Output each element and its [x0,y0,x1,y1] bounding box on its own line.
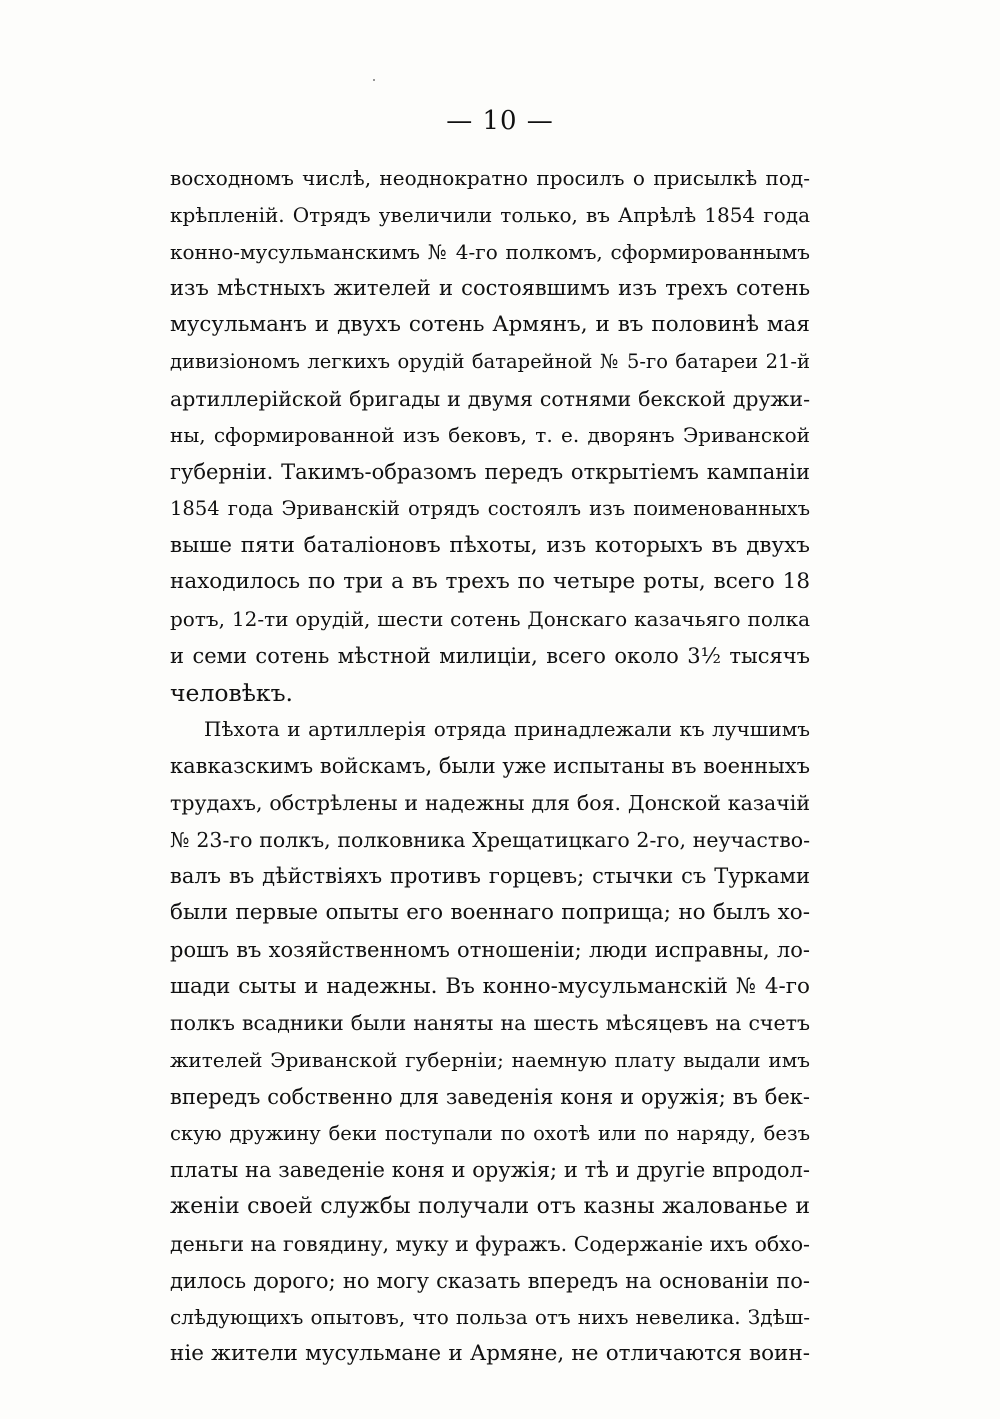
text-line: платы на заведеніе коня и оружія; и тѣ и другіе впродол- [170,1158,810,1183]
text-line: дилось дорого; но могу сказать впередъ на основаніи по- [170,1268,810,1293]
text-line: полкъ всадники были наняты на шесть мѣсяцевъ на счетъ [170,1011,810,1036]
text-line: слѣдующихъ опытовъ, что польза отъ нихъ невелика. Здѣш- [170,1305,810,1330]
text-line: артиллерійской бригады и двумя сотнями бекской дружи- [170,386,810,411]
text-line: были первые опыты его военнаго поприща; но былъ хо- [170,900,810,925]
text-line: кавказскимъ войскамъ, были уже испытаны въ военныхъ [170,754,810,778]
text-line: ны, сформированной изъ бековъ, т. е. дворянъ Эриванской [170,423,810,448]
text-line: и семи сотень мѣстной милиціи, всего около 3½ тысячъ [170,643,810,668]
text-line: жителей Эриванской губерніи; наемную плату выдали имъ [170,1048,810,1072]
text-line: шади сыты и надежны. Въ конно-мусульманскій № 4-го [170,973,810,999]
text-line: ніе жители мусульмане и Армяне, не отличаются воин- [170,1341,810,1366]
body-text [170,160,810,1373]
text-line: рошъ въ хозяйственномъ отношеніи; люди исправны, ло- [170,937,810,962]
text-line: крѣпленій. Отрядъ увеличили только, въ Апрѣлѣ 1854 года [170,202,810,227]
text-line: деньги на говядину, муку и фуражъ. Содержаніе ихъ обхо- [170,1231,810,1256]
text-line: конно-мусульманскимъ № 4-го полкомъ, сформированнымъ [170,239,810,264]
text-line: скую дружину беки поступали по охотѣ или по наряду, безъ [170,1121,810,1145]
text-line: впередъ собственно для заведенія коня и оружія; въ бек- [170,1084,810,1109]
text-line: трудахъ, обстрѣлены и надежны для боя. Донской казачій [170,790,810,815]
text-line: находилось по три а въ трехъ по четыре роты, всего 18 [170,569,810,595]
page-number: — 10 — [446,106,554,136]
text-line: дивизіономъ легкихъ орудій батарейной № 5-го батареи 21-й [170,349,810,373]
text-line: восходномъ числѣ, неоднократно просилъ о присылкѣ под- [170,166,810,190]
text-line: ротъ, 12-ти орудій, шести сотень Донскаго казачьяго полка [170,607,810,631]
text-line: изъ мѣстныхъ жителей и состоявшимъ изъ трехъ сотень [170,276,810,301]
text-line: валъ въ дѣйствіяхъ противъ горцевъ; стычки съ Турками [170,864,810,889]
paragraph-start-line: Пѣхота и артиллерія отряда принадлежали къ лучшимъ [204,717,810,742]
text-line: мусульманъ и двухъ сотень Армянъ, и въ половинѣ мая [170,312,810,337]
text-line: женіи своей службы получали отъ казны жалованье и [170,1194,810,1219]
text-line: № 23-го полкъ, полковника Хрещатицкаго 2-го, неучаство- [170,827,810,852]
text-line: выше пяти баталіоновъ пѣхоты, изъ которыхъ въ двухъ [170,532,810,558]
text-line: губерніи. Такимъ-образомъ передъ открытіемъ кампаніи [170,460,810,484]
text-line: 1854 года Эриванскій отрядъ состоялъ изъ поименованныхъ [170,496,810,520]
print-speck [373,79,375,81]
paragraph-end-line: человѣкъ. [170,678,294,707]
